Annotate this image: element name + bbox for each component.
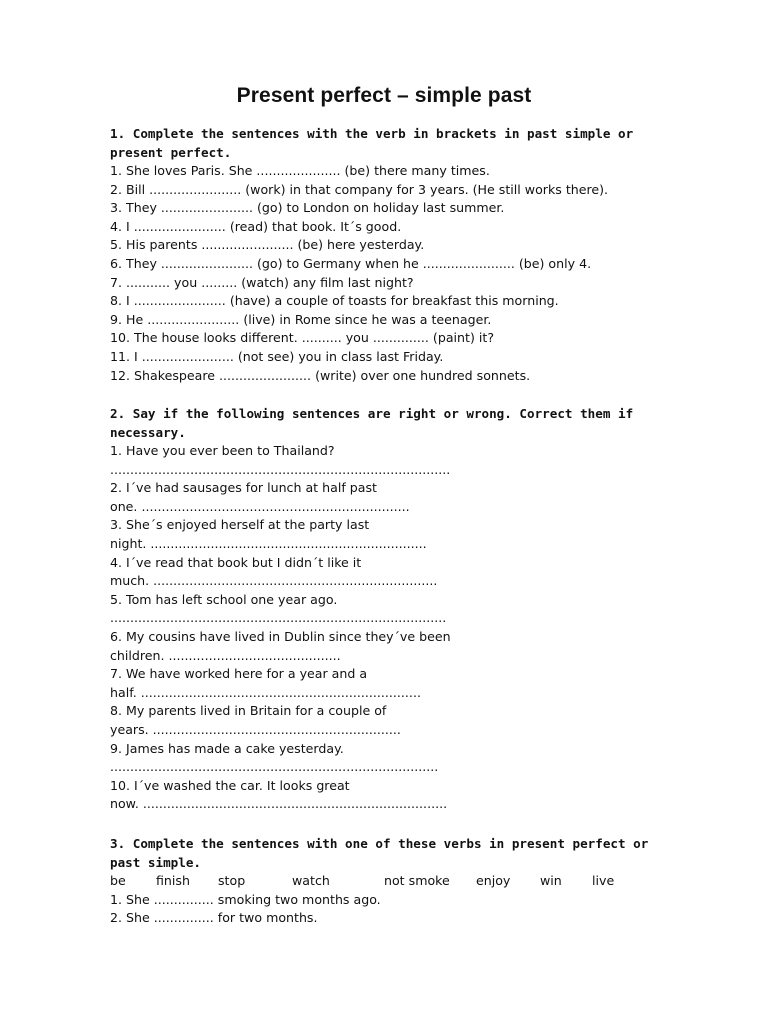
sentence-line: much. ....................................................................... — [110, 573, 438, 589]
exercise-2-list — [110, 442, 670, 814]
sentence-line: 6. They ....................... (go) to Germany when he ....................... (be) only 4. — [110, 255, 592, 271]
sentence-line: one. ................................................................... — [110, 498, 410, 514]
verb-bank-word: not smoke — [384, 873, 450, 888]
sentence-line: 7. ........... you ......... (watch) any film last night? — [110, 274, 414, 290]
sentence-line: half. ...................................................................... — [110, 684, 421, 700]
exercise-3-instruction: 3. Complete the sentences with one of these verbs in present perfect or past simple. — [110, 836, 649, 870]
sentence-line: 7. We have worked here for a year and a — [110, 666, 368, 682]
exercise-1 — [110, 124, 670, 385]
sentence-line: 9. He ....................... (live) in Rome since he was a teenager. — [110, 311, 492, 327]
sentence-line: 8. I ....................... (have) a couple of toasts for breakfast this morning. — [110, 293, 559, 309]
sentence-line: 5. Tom has left school one year ago. — [110, 591, 338, 607]
exercise-2-instruction: 2. Say if the following sentences are right or wrong. Correct them if necessary. — [110, 406, 634, 440]
verb-bank — [110, 872, 670, 891]
sentence-line: .................................................................................... — [110, 610, 447, 626]
sentence-line: 10. The house looks different. .......... you .............. (paint) it? — [110, 330, 495, 346]
verb-bank-word: win — [540, 873, 562, 888]
exercise-1-list — [110, 162, 670, 385]
sentence-line: 1. She loves Paris. She ..................... (be) there many times. — [110, 163, 490, 178]
sentence-line: 1. Have you ever been to Thailand? — [110, 443, 335, 458]
sentence-line: 3. She´s enjoyed herself at the party last — [110, 517, 370, 533]
verb-bank-word: watch — [292, 873, 330, 888]
sentence-line: years. .............................................................. — [110, 721, 401, 737]
sentence-line: now. ............................................................................ — [110, 796, 448, 812]
sentence-line: 1. She ............... smoking two months ago. — [110, 891, 381, 907]
sentence-line: night. ..................................................................... — [110, 535, 427, 551]
page-title: Present perfect – simple past — [236, 84, 532, 107]
exercise-1-instruction: 1. Complete the sentences with the verb in brackets in past simple or present perfect. — [110, 126, 634, 160]
sentence-line: 2. I´ve had sausages for lunch at half past — [110, 480, 377, 496]
verb-bank-word: stop — [218, 873, 246, 888]
sentence-line: 9. James has made a cake yesterday. — [110, 740, 344, 756]
sentence-line: 8. My parents lived in Britain for a couple of — [110, 703, 387, 719]
sentence-line: 2. Bill ....................... (work) in that company for 3 years. (He still works there). — [110, 181, 609, 197]
sentence-line: 6. My cousins have lived in Dublin since they´ve been — [110, 628, 451, 644]
sentence-line: 12. Shakespeare ....................... (write) over one hundred sonnets. — [110, 367, 531, 383]
sentence-line: 5. His parents ....................... (be) here yesterday. — [110, 237, 425, 253]
sentence-line: 4. I ....................... (read) that book. It´s good. — [110, 218, 402, 234]
verb-bank-word: be — [110, 873, 126, 888]
exercise-2 — [110, 404, 670, 814]
sentence-line: 10. I´ve washed the car. It looks great — [110, 777, 350, 793]
sentence-line: 11. I ....................... (not see) you in class last Friday. — [110, 348, 444, 364]
verb-bank-word: live — [592, 873, 615, 888]
verb-bank-word: enjoy — [476, 873, 511, 888]
sentence-line: .................................................................................. — [110, 759, 439, 775]
sentence-line: children. ........................................... — [110, 647, 341, 663]
exercise-3 — [110, 834, 670, 928]
sentence-line: 4. I´ve read that book but I didn´t like it — [110, 554, 362, 570]
sentence-line: 2. She ............... for two months. — [110, 910, 318, 926]
sentence-line: ..................................................................................... — [110, 461, 451, 477]
verb-bank-word: finish — [156, 873, 190, 888]
exercise-3-list — [110, 891, 670, 928]
sentence-line: 3. They ....................... (go) to London on holiday last summer. — [110, 200, 505, 216]
